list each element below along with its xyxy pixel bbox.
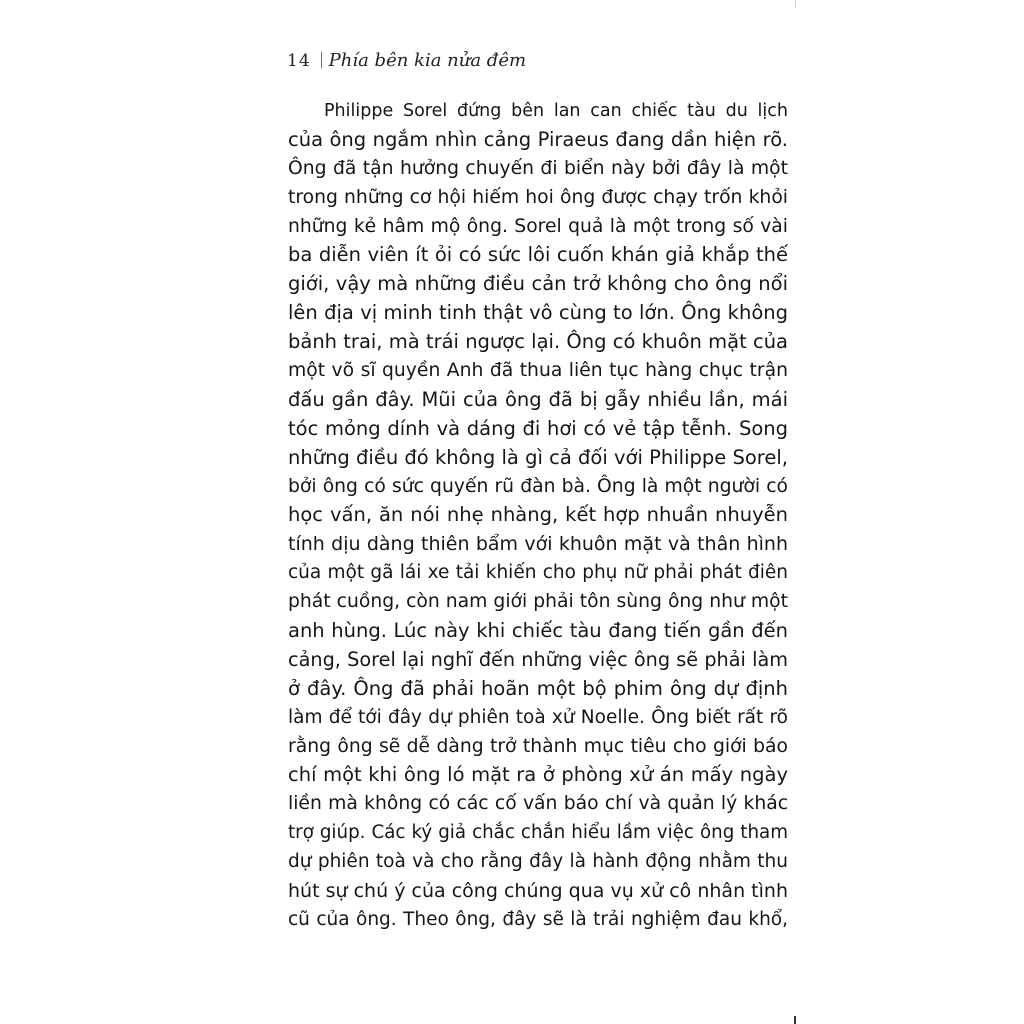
body-paragraph	[288, 97, 788, 935]
text-line: Philippe Sorel đứng bên lan can chiếc tàu du lịch	[324, 101, 788, 121]
text-line: bảnh trai, mà trái ngược lại. Ông có khuôn mặt của	[288, 330, 788, 354]
text-line: rằng ông sẽ dễ dàng trở thành mục tiêu cho giới báo	[288, 735, 788, 757]
text-line: dự phiên toà và cho rằng đây là hành động nhằm thu	[288, 851, 788, 873]
text-line: cũ của ông. Theo ông, đây sẽ là trải nghiệm đau khổ,	[288, 908, 788, 930]
text-line: tóc mỏng dính và dáng đi hơi có vẻ tập tễnh. Song	[288, 416, 788, 440]
text-line: học vấn, ăn nói nhẹ nhàng, kết hợp nhuần nhuyễn	[288, 503, 788, 527]
text-line: chí một khi ông ló mặt ra ở phòng xử án mấy ngày	[288, 763, 788, 787]
text-line: những kẻ hâm mộ ông. Sorel quả là một trong số vài	[288, 215, 788, 237]
text-line: trong những cơ hội hiếm hoi ông được chạy trốn khỏi	[288, 186, 788, 208]
text-line: cảng, Sorel lại nghĩ đến những việc ông sẽ phải làm	[288, 647, 788, 671]
text-line: hút sự chú ý của công chúng qua vụ xử cô nhân tình	[288, 880, 788, 903]
text-line: của một gã lái xe tải khiến cho phụ nữ phải phát điên	[288, 562, 788, 584]
page-edge-mark	[794, 1016, 796, 1024]
text-line: liền mà không có các cố vấn báo chí và quản lý khác	[288, 793, 788, 815]
text-line: anh hùng. Lúc này khi chiếc tàu đang tiến gần đến	[288, 619, 788, 643]
page-number: 14	[287, 51, 311, 71]
text-line: tính dịu dàng thiên bẩm với khuôn mặt và thân hình	[288, 533, 788, 556]
text-line: ở đây. Ông đã phải hoãn một bộ phim ông dự định	[288, 676, 788, 700]
text-line: làm để tới đây dự phiên toà xử Noelle. Ông biết rất rõ	[288, 706, 788, 728]
text-line: phát cuồng, còn nam giới phải tôn sùng ông như một	[288, 591, 788, 613]
page-edge-mark	[795, 0, 796, 8]
text-line: Ông đã tận hưởng chuyến đi biển này bởi đây là một	[288, 157, 788, 179]
text-line: giới, vậy mà những điều cản trở không cho ông nổi	[288, 272, 788, 296]
text-line: bởi ông có sức quyến rũ đàn bà. Ông là một người có	[288, 475, 788, 497]
text-line: những điều đó không là gì cả đối với Philippe Sorel,	[288, 445, 788, 469]
running-header	[287, 50, 526, 74]
book-title: Phía bên kia nửa đêm	[328, 50, 527, 71]
header-separator	[321, 52, 322, 68]
text-line: ba diễn viên ít ỏi có sức lôi cuốn khán giả khắp thế	[288, 243, 788, 267]
text-line: một võ sĩ quyền Anh đã thua liên tục hàng chục trận	[288, 360, 788, 382]
text-line: của ông ngắm nhìn cảng Piraeus đang dần hiện rõ.	[288, 127, 788, 151]
text-line: lên địa vị minh tinh thật vô cùng to lớn. Ông không	[288, 301, 788, 325]
text-line: trợ giúp. Các ký giả chắc chắn hiểu lầm việc ông tham	[288, 822, 788, 844]
text-line: đấu gần đây. Mũi của ông đã bị gẫy nhiều lần, mái	[288, 387, 788, 411]
